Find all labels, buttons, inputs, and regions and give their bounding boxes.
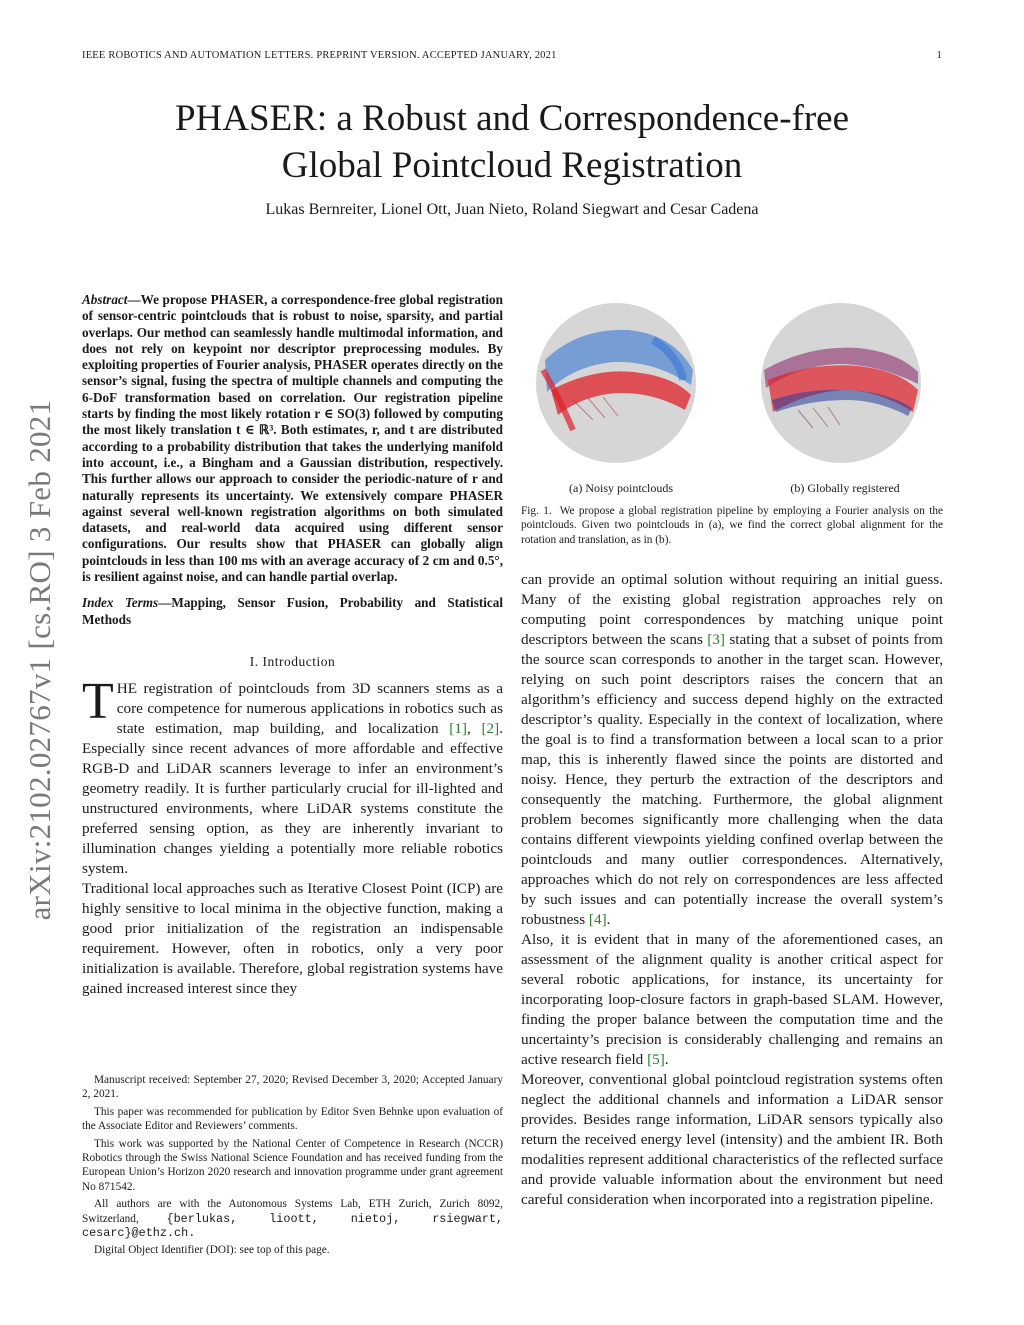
index-terms: [82, 595, 503, 628]
footnote-funding: This work was supported by the National Center of Competence in Research (NCCR) Robotics through the Swiss National Science Foundation and has received funding from the European Union’s Horizon 2020 research and innovation programme under grant agreement No 871542.: [82, 1137, 503, 1193]
citation-link[interactable]: [5]: [647, 1051, 665, 1069]
figure-label: Fig. 1.: [521, 505, 552, 517]
citation-link[interactable]: [2]: [481, 719, 500, 737]
body-text: .: [664, 1051, 669, 1069]
dropcap: T: [82, 672, 114, 730]
subcaption-b: (b) Globally registered: [790, 481, 900, 495]
right-paragraph-2: [521, 930, 943, 1070]
section-heading-introduction: I. Introduction: [249, 653, 336, 669]
introduction-body: [82, 672, 504, 999]
footnote-affiliation: [82, 1197, 503, 1240]
footnote-received: Manuscript received: September 27, 2020; Revised December 3, 2020; Accepted January 2, 2021.: [82, 1074, 503, 1101]
abstract-label: Abstract: [82, 292, 128, 307]
abstract-text: —We propose PHASER, a correspondence-free global registration of sensor-centric pointclouds that is robust to noise, sparsity, and partial overlaps. Our method can seamlessly handle multimodal information, and does not rely on keypoint nor descriptor preprocessing modules. By exploiting properties of Fourier analysis, PHASER operates directly on the sensor’s signal, fusing the spectra of multiple channels and computing the 6-DoF transformation based on correlation. Our registration pipeline starts by finding the most likely rotation r ∈ SO(3) followed by computing the most likely translation t ∈ ℝ³. Both estimates, r, and t are distributed according to a probability distribution that takes the underlying manifold into account, i.e., a Bingham and a Gaussian distribution, respectively. This further allows our approach to consider the periodic-nature of r and naturally represents its uncertainty. We extensively compare PHASER against several well-known registration algorithms on both simulated datasets, and real-world data acquired using different sensor configurations. Our results show that PHASER can globally align pointclouds in less than 100 ms with an average accuracy of 2 cm and 0.5°, is resilient against noise, and can handle partial overlap.: [82, 292, 503, 585]
right-body: [521, 570, 943, 1210]
footnotes: [82, 1073, 503, 1261]
affiliation-text: All authors are with the Autonomous Systems Lab, ETH Zurich, Zurich 8092, Switzerland,: [82, 1198, 503, 1225]
arxiv-id: arXiv:2102.02767v1 [cs.RO] 3 Feb 2021: [22, 399, 57, 921]
abstract: [82, 292, 503, 585]
author-emails: {berlukas, lioott, nietoj, rsiegwart, cesarc}@ethz.ch.: [82, 1211, 504, 1241]
figure-caption: [521, 504, 943, 547]
subcaption-a: (a) Noisy pointclouds: [569, 481, 673, 495]
body-text: .: [606, 911, 611, 929]
body-text: Also, it is evident that in many of the aforementioned cases, an assessment of the alignment quality is another critical aspect for several robotic applications, for instance, its uncertainty for incorporating loop-closure factors in graph-based SLAM. However, finding the proper balance between the computation time and the uncertainty’s precision is considerably challenging and remains an active research field: [521, 931, 943, 1069]
right-paragraph-1: [521, 570, 943, 930]
footnote-doi: Digital Object Identifier (DOI): see top of this page.: [94, 1244, 330, 1257]
author-list: Lukas Bernreiter, Lionel Ott, Juan Nieto, Roland Siegwart and Cesar Cadena: [265, 201, 759, 218]
running-header: [82, 50, 942, 61]
index-terms-label: Index Terms: [82, 595, 159, 611]
citation-link[interactable]: [3]: [707, 631, 725, 649]
arxiv-stamp: [10, 365, 70, 955]
citation-link[interactable]: [1]: [449, 719, 467, 737]
figure-1: [521, 300, 943, 500]
intro-paragraph-1: [82, 672, 504, 879]
left-column: [82, 292, 503, 999]
paper-title: PHASER: a Robust and Correspondence-free Global Pointcloud Registration: [174, 98, 850, 186]
intro-text: ,: [466, 719, 482, 737]
citation-link[interactable]: [4]: [588, 911, 607, 929]
body-text: can provide an optimal solution without requiring an initial guess. Many of the existing global registration approaches rely on computing point correspondences by matching unique point descriptors between the scans: [521, 571, 943, 649]
footnote-recommended: This paper was recommended for publication by Editor Sven Behnke upon evaluation of the Associate Editor and Reviewers’ comments.: [82, 1105, 503, 1133]
figure-caption-text: We propose a global registration pipeline by employing a Fourier analysis on the pointclouds. Given two pointclouds in (a), we find the correct global alignment for the rotation and translation, as in (b).: [521, 505, 943, 546]
body-text: stating that a subset of points from the source scan corresponds to another in the target scan. However, relying on such point descriptors raises the concern that an algorithm’s efficiency and success depend highly on the extracted descriptor’s quality. Especially in the context of localization, where the goal is to find a transformation between a local scan to a prior map, this is inherently flawed since the points are distorted and noisy. Hence, they perturb the extraction of the descriptors and consequently the matching. Furthermore, the global alignment problem becomes significantly more challenging when the data contains different viewpoints yielding confined overlap between the pointclouds and many outlier correspondences. Alternatively, approaches which do not rely on correspondences are less affected by such issues and can potentially increase the overall system’s robustness: [521, 631, 943, 929]
right-paragraph-3: Moreover, conventional global pointcloud registration systems often neglect the additional channels and information a LiDAR sensor provides. Besides range information, LiDAR sensors typically also return the received energy level (intensity) and the ambient IR. Both modalities represent additional characteristics of the reflected surface and provide valuable information about the environment but need careful consideration when incorporated into a registration pipeline.: [521, 1071, 943, 1209]
intro-text: . Especially since recent advances of more affordable and effective RGB-D and LiDAR scanners leverage to infer an environment’s geometry readily. It is further particularly crucial for ill-lighted and unstructured environments, where LiDAR systems constitute the preferred sensing option, as they are inherently invariant to illumination changes yielding a potentially more reliable robotics system.: [82, 719, 504, 877]
intro-text: HE registration of pointclouds from 3D scanners stems as a core competence for numerous applications in robotics such as state estimation, map building, and localization: [116, 679, 503, 737]
intro-paragraph-2: Traditional local approaches such as Iterative Closest Point (ICP) are highly sensitive to local minima in the objective function, making a good prior initialization of the registration an indispensable requirement. However, often in robotics, only a very poor initialization is available. Therefore, global registration systems have gained increased interest since they: [82, 879, 503, 997]
running-title: IEEE ROBOTICS AND AUTOMATION LETTERS. PREPRINT VERSION. ACCEPTED JANUARY, 2021: [82, 50, 557, 61]
right-column: [521, 300, 943, 1210]
noisy-pointclouds-image: [533, 300, 699, 466]
page-number: 1: [936, 50, 942, 61]
index-terms-text: —Mapping, Sensor Fusion, Probability and Statistical Methods: [82, 595, 503, 627]
registered-pointclouds-image: [758, 300, 924, 466]
